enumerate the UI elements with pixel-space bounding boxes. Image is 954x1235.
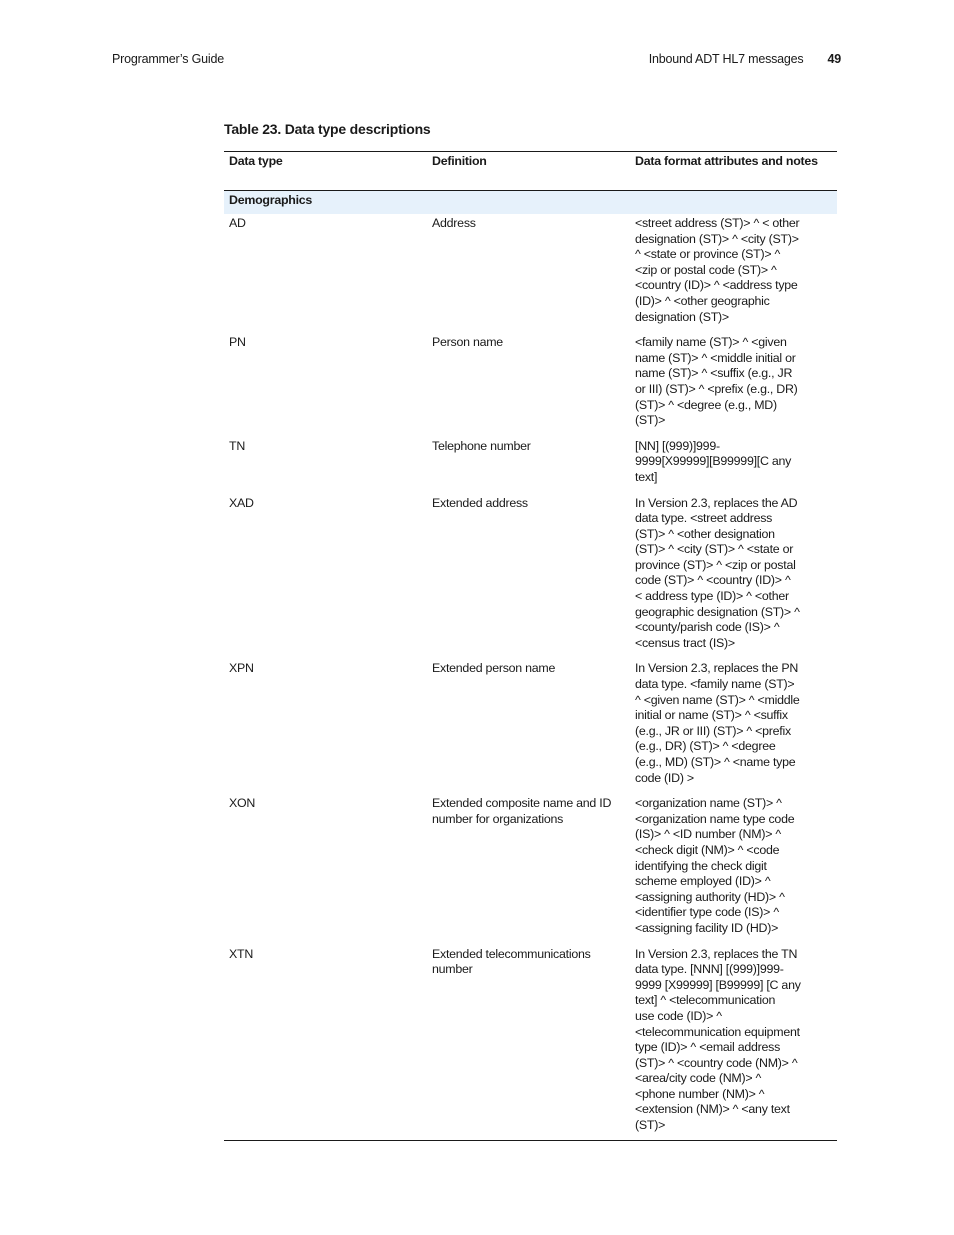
data-type-cell: XON — [229, 796, 256, 811]
guide-title: Programmer’s Guide — [112, 52, 224, 66]
column-header-data-type: Data type — [224, 152, 427, 191]
table-row — [224, 333, 837, 437]
table-row — [224, 494, 837, 660]
definition-cell: Extended composite name and ID number for organizations — [432, 796, 612, 826]
table-row — [224, 214, 837, 333]
section-title — [649, 52, 841, 66]
data-type-cell: XPN — [229, 661, 254, 676]
data-type-cell: PN — [229, 335, 246, 350]
column-header-definition: Definition — [427, 152, 630, 191]
notes-cell: In Version 2.3, replaces the PN data type. <family name (ST)> ^ <given name (ST)> ^ <middle initial or name (ST)> ^ <suffix (e.g., JR or III) (ST)> ^ <prefix (e.g., DR) (ST)> ^ <degree (e.g., MD) (ST)> ^ <name type code (ID) > — [635, 661, 800, 785]
running-header — [112, 52, 841, 70]
notes-cell: In Version 2.3, replaces the TN data type. [NNN] [(999)]999- 9999 [X99999] [B99999] [C any text] ^ <telecommunication use code (ID)> ^ <telecommunication equipment type (ID)> ^ <email address (ST)> ^ <country code (NM)> ^ <area/city code (NM)> ^ <phone number (NM)> ^ <extension (NM)> ^ <any text (ST)> — [630, 945, 837, 1141]
notes-cell: [NN] [(999)]999- 9999[X99999][B99999][C any text] — [635, 438, 792, 484]
notes-cell: <street address (ST)> ^ < other designation (ST)> ^ <city (ST)> ^ <state or province (ST)> ^ <zip or postal code (ST)> ^ <country (ID)> ^ <address type (ID)> ^ <other geographic designation (ST)> — [635, 216, 800, 324]
section-row-demographics — [224, 191, 837, 215]
notes-cell: In Version 2.3, replaces the AD data type. <street address (ST)> ^ <other designation (ST)> ^ <city (ST)> ^ <state or province (ST)> ^ <zip or postal code (ST)> ^ <country (ID)> ^ < address type (ID)> ^ <other geographic designation (ST)> ^ <county/parish code (IS)> ^ <census tract (IS)> — [635, 495, 800, 650]
definition-cell: Extended telecommunications number — [427, 945, 630, 1141]
data-type-cell: TN — [229, 438, 246, 453]
definition-cell: Person name — [432, 335, 503, 350]
definition-cell: Extended person name — [432, 661, 556, 676]
data-type-cell: XTN — [224, 945, 427, 1141]
definition-cell: Extended address — [432, 495, 528, 510]
notes-cell: <family name (ST)> ^ <given name (ST)> ^ <middle initial or name (ST)> ^ <suffix (e.g., JR or III) (ST)> ^ <prefix (e.g., DR) (ST)> ^ <degree (e.g., MD) (ST)> — [635, 335, 798, 428]
data-type-cell: XAD — [229, 495, 254, 510]
definition-cell: Telephone number — [432, 438, 531, 453]
definition-cell: Address — [432, 216, 476, 230]
table-row — [224, 437, 837, 494]
section-label: Demographics — [224, 191, 837, 215]
data-type-cell: AD — [229, 216, 246, 230]
section-title-text: Inbound ADT HL7 messages — [648, 52, 804, 66]
table-row — [224, 945, 837, 1141]
column-header-notes: Data format attributes and notes — [630, 152, 837, 191]
table-caption: Table 23. Data type descriptions — [224, 121, 431, 137]
data-type-table — [224, 151, 837, 1141]
page-number: 49 — [827, 52, 841, 66]
table-row — [224, 659, 837, 794]
table-header-row — [224, 152, 837, 191]
notes-cell: <organization name (ST)> ^ <organization name type code (IS)> ^ <ID number (NM)> ^ <check digit (NM)> ^ <code identifying the check digit scheme employed (ID)> ^ <assigning authority (HD)> ^ <identifier type code (IS)> ^ <assigning facility ID (HD)> — [635, 796, 795, 935]
table-row — [224, 794, 837, 944]
